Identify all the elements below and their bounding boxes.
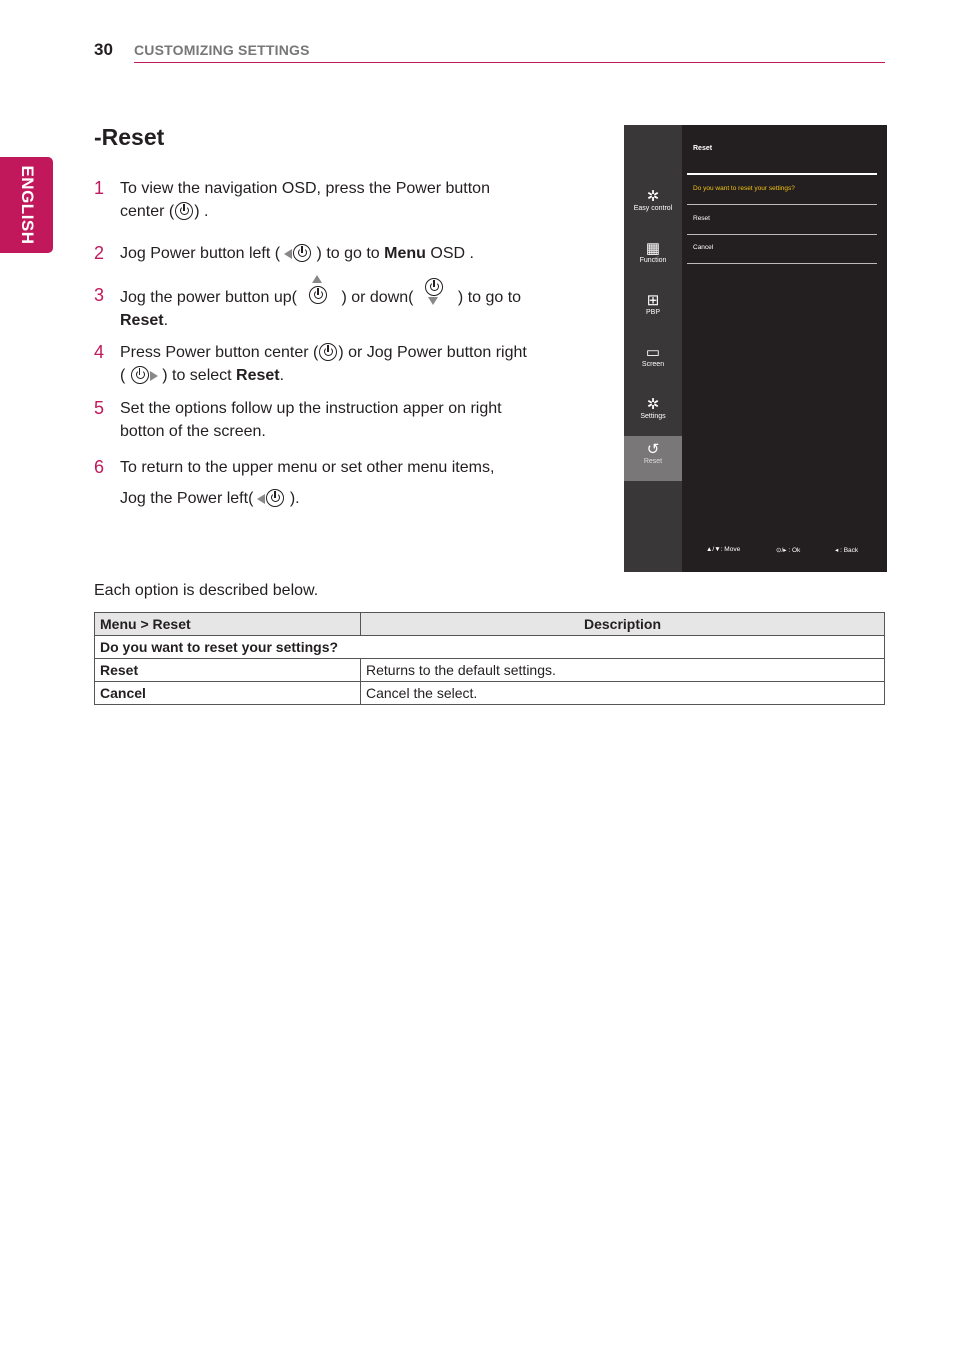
step-text: . — [279, 367, 285, 384]
osd-menu-label: Easy control — [633, 205, 673, 212]
intro-text: Each option is described below. — [94, 582, 319, 599]
osd-menu-easy-control[interactable] — [624, 183, 682, 229]
power-down-icon — [421, 284, 445, 306]
back-icon: ◂ — [835, 547, 841, 554]
power-icon — [293, 244, 311, 262]
step-1 — [94, 177, 524, 223]
easy-control-icon: ✲ — [646, 188, 660, 205]
table-cell: Cancel the select. — [361, 682, 885, 705]
step-text: ) . — [194, 203, 209, 220]
step-text: To return to the upper menu or set other menu items, — [120, 459, 495, 476]
step-text: . — [163, 312, 169, 329]
osd-footer-ok — [776, 546, 800, 554]
osd-footer-ok-label: : Ok — [788, 547, 801, 554]
table-row — [95, 682, 885, 705]
left-arrow-icon — [257, 494, 265, 504]
table-header-row — [95, 613, 885, 636]
step-3 — [94, 284, 524, 330]
power-icon — [131, 366, 149, 384]
osd-menu-reset[interactable] — [624, 436, 682, 481]
function-icon: ▦ — [645, 240, 661, 257]
osd-footer-move: ▲/▼: Move — [706, 546, 741, 553]
osd-option-cancel[interactable] — [687, 234, 877, 264]
step-text: OSD . — [425, 245, 474, 262]
osd-menu-function[interactable] — [624, 235, 682, 281]
section-title: CUSTOMIZING SETTINGS — [134, 42, 310, 58]
step-bold: Reset — [236, 367, 280, 384]
step-text: Jog Power button left ( — [120, 245, 281, 262]
screen-icon: ▭ — [645, 344, 661, 361]
page-title: -Reset — [94, 124, 165, 150]
step-text: To view the navigation OSD, press the Power button center ( — [120, 180, 490, 220]
step-text: ). — [285, 490, 300, 507]
step-bold: Menu — [384, 245, 426, 262]
osd-title: Reset — [693, 145, 713, 152]
osd-sidebar — [624, 125, 682, 572]
left-arrow-icon — [284, 249, 292, 259]
step-number: 3 — [94, 285, 105, 305]
step-number: 2 — [94, 243, 105, 263]
power-icon — [175, 202, 193, 220]
settings-icon: ✲ — [646, 396, 660, 413]
header-rule — [134, 62, 885, 63]
table-row — [95, 636, 885, 659]
osd-question-text: Do you want to reset your settings? — [693, 185, 795, 192]
page-number: 30 — [94, 40, 113, 59]
step-text: ) to go to — [312, 245, 385, 262]
osd-menu-pbp[interactable] — [624, 287, 682, 333]
osd-screenshot — [624, 125, 887, 572]
step-text: Set the options follow up the instruction apper on right botton of the screen. — [120, 400, 502, 440]
osd-option-label: Cancel — [693, 244, 714, 251]
osd-menu-settings[interactable] — [624, 391, 682, 437]
step-text: ) to go to — [453, 289, 522, 306]
language-label: ENGLISH — [17, 165, 37, 245]
step-number: 1 — [94, 178, 105, 198]
osd-menu-screen[interactable] — [624, 339, 682, 385]
osd-menu-label: Function — [639, 257, 667, 264]
table-cell: Cancel — [95, 682, 361, 705]
step-text: Jog the power button up( — [120, 289, 298, 306]
step-text: ) or Jog Power button right ( — [120, 344, 527, 384]
table-header: Description — [361, 613, 885, 636]
step-6 — [94, 456, 524, 512]
osd-footer-back — [835, 546, 858, 554]
power-up-icon — [305, 284, 329, 306]
step-4 — [94, 341, 527, 387]
osd-option-label: Reset — [693, 215, 710, 222]
step-text: ) to select — [157, 367, 237, 384]
step-text: Jog the Power left( — [120, 490, 254, 507]
osd-menu-label: Screen — [641, 361, 665, 368]
step-2 — [94, 242, 524, 266]
osd-menu-label: Settings — [640, 413, 666, 420]
table-header: Menu > Reset — [95, 613, 361, 636]
table-cell: Returns to the default settings. — [361, 659, 885, 682]
table-row — [95, 659, 885, 682]
ok-icon: ⊙/▸ — [776, 547, 789, 554]
step-number: 4 — [94, 342, 105, 362]
language-tab — [0, 157, 53, 253]
step-bold: Reset — [120, 312, 164, 329]
osd-menu-label: PBP — [645, 309, 660, 316]
right-arrow-icon — [150, 371, 158, 381]
table-cell: Do you want to reset your settings? — [95, 636, 885, 659]
reset-icon: ↺ — [646, 441, 660, 458]
osd-option-reset[interactable] — [687, 205, 877, 235]
step-text: ) or down( — [337, 289, 414, 306]
osd-question — [687, 175, 877, 205]
options-table — [94, 612, 885, 705]
pbp-icon: ⊞ — [646, 292, 660, 309]
power-icon — [319, 343, 337, 361]
step-text: Press Power button center ( — [120, 344, 319, 361]
osd-footer-back-label: : Back — [840, 547, 859, 554]
power-icon — [266, 489, 284, 507]
step-number: 5 — [94, 398, 105, 418]
table-cell: Reset — [95, 659, 361, 682]
step-number: 6 — [94, 457, 105, 477]
osd-menu-label: Reset — [643, 458, 663, 465]
step-5 — [94, 397, 524, 443]
